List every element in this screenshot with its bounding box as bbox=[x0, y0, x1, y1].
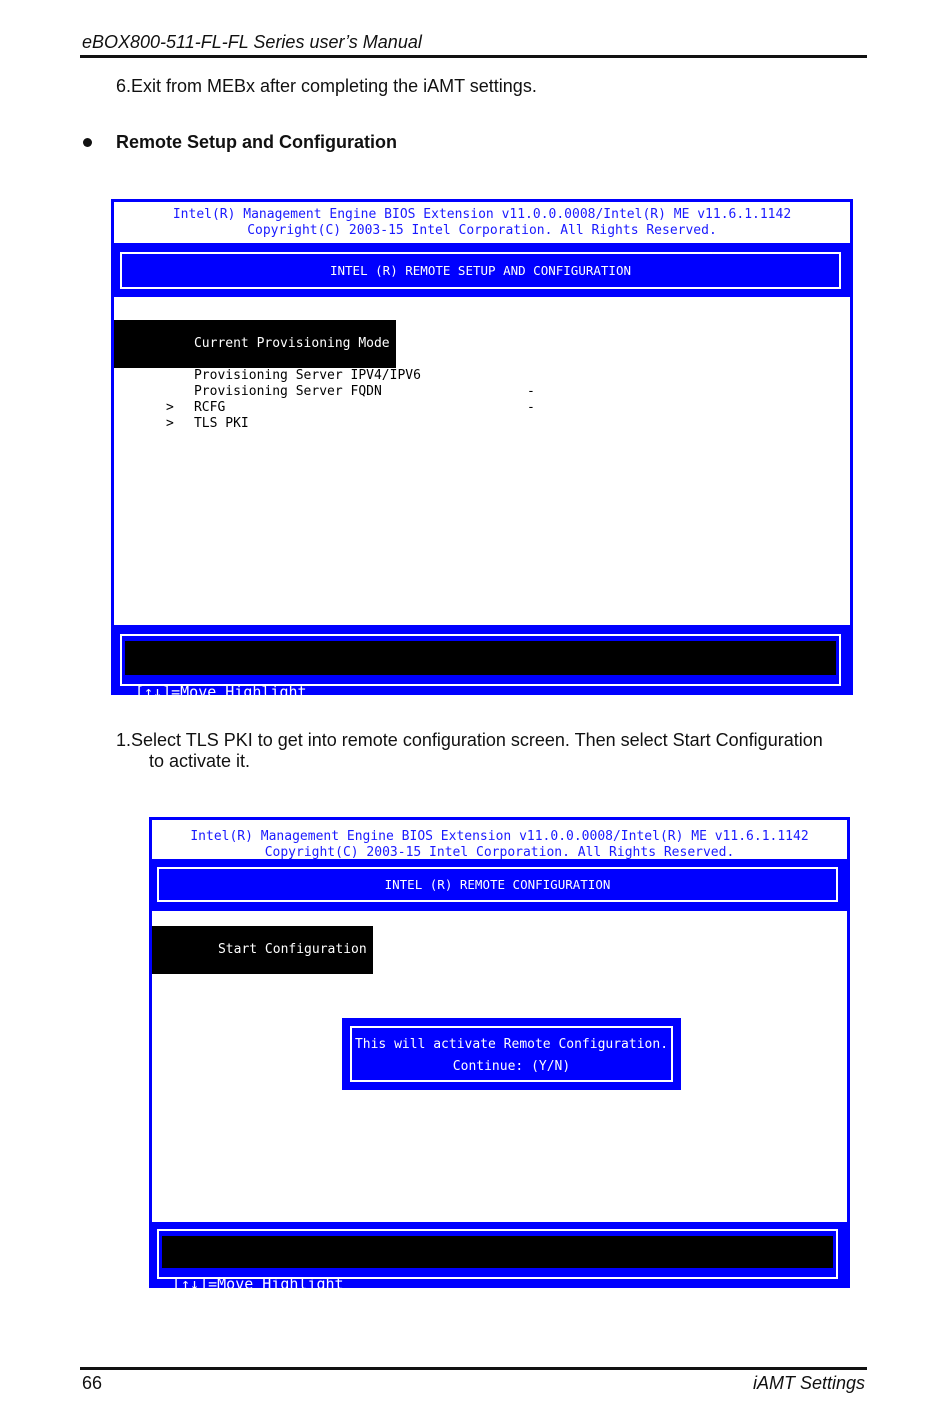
step-tls-text bbox=[116, 730, 868, 772]
submenu-arrow-icon: > bbox=[165, 400, 174, 415]
footer-rule bbox=[80, 1367, 867, 1370]
header-rule bbox=[80, 55, 867, 58]
key-help-exit: [Esc]=Exit bbox=[628, 1339, 719, 1357]
confirm-dialog bbox=[342, 1018, 681, 1090]
dialog-prompt[interactable]: Continue: (Y/N) bbox=[452, 1059, 571, 1074]
submenu-arrow-icon: > bbox=[165, 416, 174, 431]
step-exit-text: 6.Exit from MEBx after completing the iAMT settings. bbox=[116, 76, 537, 96]
menu-item-rcfg[interactable]: > RCFG bbox=[114, 384, 225, 432]
section-name: iAMT Settings bbox=[752, 1373, 865, 1393]
key-help-select: [Enter]=Select Entry bbox=[394, 1307, 575, 1325]
menu-item-start-configuration[interactable]: Start Configuration bbox=[152, 926, 373, 974]
step-tls-line1: 1.Select TLS PKI to get into remote configuration screen. Then select Start Configuration bbox=[116, 730, 823, 750]
key-help-move: [↑↓]=Move Highlight bbox=[135, 683, 307, 701]
key-help-move: [↑↓]=Move Highlight bbox=[172, 1275, 344, 1293]
bios-version-line: Intel(R) Management Engine BIOS Extension v11.0.0.0008/Intel(R) ME v11.6.1.1142 bbox=[172, 207, 792, 222]
bios-banner bbox=[120, 252, 841, 289]
menu-item-value: - bbox=[527, 384, 535, 399]
menu-item-tls-pki[interactable]: > TLS PKI bbox=[114, 400, 249, 448]
menu-item-provisioning-server-ip[interactable]: Provisioning Server IPV4/IPV6 - bbox=[193, 368, 535, 399]
menu-item-value: - bbox=[527, 400, 535, 415]
bios-footer bbox=[157, 1229, 838, 1357]
bios-menu-area bbox=[152, 911, 847, 1222]
page-number: 66 bbox=[82, 1373, 103, 1393]
key-help-exit: [Esc]=Exit bbox=[619, 751, 710, 769]
bullet-icon bbox=[83, 138, 92, 147]
key-help-select: [Enter]=Select Entry bbox=[371, 717, 552, 735]
bios-banner-title: INTEL (R) REMOTE CONFIGURATION bbox=[384, 877, 611, 892]
manual-title: eBOX800-511-FL-FL Series user’s Manual bbox=[82, 32, 422, 52]
bios-copyright-line: Copyright(C) 2003-15 Intel Corporation. All Rights Reserved. bbox=[264, 845, 735, 860]
step-tls-line2: to activate it. bbox=[149, 751, 251, 771]
menu-item-current-provisioning-mode[interactable]: Current Provisioning Mode bbox=[114, 320, 396, 368]
bios-banner bbox=[157, 867, 838, 902]
section-heading: Remote Setup and Configuration bbox=[116, 132, 397, 152]
menu-item-provisioning-record[interactable]: Provisioning Record bbox=[193, 352, 343, 367]
bios-header bbox=[114, 202, 850, 243]
bios-version-line: Intel(R) Management Engine BIOS Extension v11.0.0.0008/Intel(R) ME v11.6.1.1142 bbox=[190, 829, 809, 844]
key-help-bar bbox=[162, 1236, 833, 1357]
bios-copyright-line: Copyright(C) 2003-15 Intel Corporation. All Rights Reserved. bbox=[247, 223, 717, 238]
bios-header bbox=[152, 820, 847, 859]
dialog-message: This will activate Remote Configuration. bbox=[354, 1037, 669, 1052]
bios-menu-area bbox=[114, 297, 850, 625]
bios-screen-remote-config bbox=[149, 817, 850, 1357]
bios-banner-title: INTEL (R) REMOTE SETUP AND CONFIGURATION bbox=[329, 263, 632, 278]
menu-item-provisioning-server-fqdn[interactable]: Provisioning Server FQDN - bbox=[193, 384, 535, 415]
